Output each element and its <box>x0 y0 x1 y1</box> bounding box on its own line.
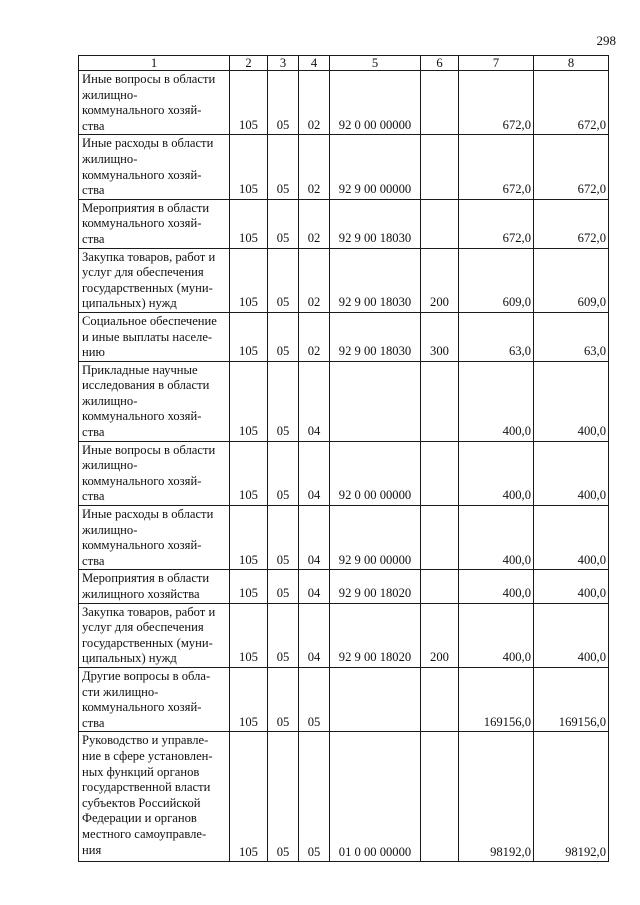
cell-name-line: жилищно- <box>82 151 138 166</box>
cell-name <box>79 199 230 248</box>
cell-name-line: услуг для обеспечения <box>82 265 204 280</box>
cell-name-line: жилищно- <box>82 522 138 537</box>
cell-name <box>79 361 230 441</box>
cell-name <box>79 248 230 312</box>
cell-expense-type <box>421 71 459 135</box>
cell-sum1: 672,0 <box>459 199 534 248</box>
cell-sum2: 609,0 <box>534 248 609 312</box>
cell-section: 05 <box>268 361 299 441</box>
cell-sum2: 400,0 <box>534 361 609 441</box>
cell-name-line: ства <box>82 118 105 133</box>
cell-section: 05 <box>268 135 299 199</box>
cell-name-line: коммунального хозяй- <box>82 700 202 715</box>
cell-target: 92 9 00 18030 <box>330 248 421 312</box>
cell-sum2: 400,0 <box>534 441 609 505</box>
page-number: 298 <box>596 33 616 48</box>
cell-name-line: государственной власти <box>82 780 211 795</box>
cell-section: 05 <box>268 603 299 667</box>
cell-name-line: и иные выплаты населе- <box>82 329 213 344</box>
cell-name-line: Иные вопросы в области <box>82 72 216 86</box>
cell-ministry: 105 <box>230 603 268 667</box>
cell-name-line: коммунального хозяй- <box>82 409 202 424</box>
col-header-subsection: 4 <box>299 56 330 71</box>
cell-target: 92 0 00 00000 <box>330 441 421 505</box>
cell-sum2: 169156,0 <box>534 667 609 731</box>
table-row <box>79 506 609 570</box>
cell-ministry: 105 <box>230 570 268 603</box>
cell-sum2: 672,0 <box>534 71 609 135</box>
table-row <box>79 667 609 731</box>
cell-name-line: Социальное обеспечение <box>82 313 217 328</box>
cell-name <box>79 506 230 570</box>
cell-subsection: 02 <box>299 312 330 361</box>
table-row <box>79 248 609 312</box>
cell-name-line: нию <box>82 345 105 360</box>
cell-name-line: Федерации и органов <box>82 811 197 826</box>
header-row <box>79 56 609 71</box>
cell-name-line: ства <box>82 553 105 568</box>
col-header-expense-type: 6 <box>421 56 459 71</box>
table-row <box>79 361 609 441</box>
cell-name-line: сти жилищно- <box>82 684 159 699</box>
cell-section: 05 <box>268 312 299 361</box>
cell-sum1: 400,0 <box>459 570 534 603</box>
cell-name-line: жилищно- <box>82 458 138 473</box>
cell-target <box>330 361 421 441</box>
cell-subsection: 02 <box>299 248 330 312</box>
cell-name-line: жилищного хозяйства <box>82 587 200 601</box>
cell-sum1: 169156,0 <box>459 667 534 731</box>
cell-section: 05 <box>268 71 299 135</box>
cell-name-line: коммунального хозяй- <box>82 167 202 182</box>
col-header-ministry: 2 <box>230 56 268 71</box>
cell-ministry: 105 <box>230 506 268 570</box>
cell-target <box>330 667 421 731</box>
cell-name-line: Иные расходы в области <box>82 136 214 151</box>
cell-ministry: 105 <box>230 441 268 505</box>
col-header-target: 5 <box>330 56 421 71</box>
col-header-sum2: 8 <box>534 56 609 71</box>
cell-name-line: Закупка товаров, работ и <box>82 249 216 264</box>
cell-name-line: Иные вопросы в области <box>82 442 216 457</box>
cell-sum2: 672,0 <box>534 135 609 199</box>
cell-expense-type <box>421 506 459 570</box>
cell-name-line: Мероприятия в области <box>82 200 210 215</box>
cell-target: 92 9 00 18030 <box>330 199 421 248</box>
cell-name-line: ства <box>82 425 105 440</box>
cell-sum2: 63,0 <box>534 312 609 361</box>
cell-subsection: 04 <box>299 441 330 505</box>
cell-sum2: 400,0 <box>534 570 609 603</box>
cell-name-line: ства <box>82 715 105 730</box>
table-row <box>79 603 609 667</box>
cell-name-line: коммунального хозяй- <box>82 103 202 118</box>
cell-name-line: государственных (муни- <box>82 635 213 650</box>
cell-name-line: Другие вопросы в обла- <box>82 668 211 683</box>
cell-name-line: ных функций органов <box>82 764 200 779</box>
cell-subsection: 04 <box>299 361 330 441</box>
cell-target: 92 9 00 00000 <box>330 506 421 570</box>
table-row <box>79 441 609 505</box>
col-header-name: 1 <box>79 56 230 71</box>
cell-name <box>79 570 230 603</box>
cell-subsection: 05 <box>299 667 330 731</box>
cell-expense-type <box>421 570 459 603</box>
cell-name-line: Руководство и управле- <box>82 733 209 748</box>
cell-expense-type <box>421 199 459 248</box>
cell-subsection: 02 <box>299 135 330 199</box>
cell-sum1: 609,0 <box>459 248 534 312</box>
cell-section: 05 <box>268 732 299 862</box>
cell-expense-type <box>421 361 459 441</box>
table-body <box>79 71 609 862</box>
cell-section: 05 <box>268 667 299 731</box>
table-row <box>79 312 609 361</box>
cell-sum1: 672,0 <box>459 71 534 135</box>
cell-subsection: 05 <box>299 732 330 862</box>
cell-expense-type <box>421 135 459 199</box>
cell-name-line: Закупка товаров, работ и <box>82 604 216 619</box>
cell-name-line: коммунального хозяй- <box>82 216 202 231</box>
cell-name <box>79 441 230 505</box>
cell-sum2: 672,0 <box>534 199 609 248</box>
cell-sum1: 98192,0 <box>459 732 534 862</box>
table-row <box>79 135 609 199</box>
cell-name <box>79 603 230 667</box>
cell-expense-type <box>421 441 459 505</box>
cell-name-line: Прикладные научные <box>82 362 198 377</box>
cell-ministry: 105 <box>230 135 268 199</box>
cell-sum1: 400,0 <box>459 441 534 505</box>
cell-name-line: местного самоуправле- <box>82 826 207 841</box>
cell-subsection: 02 <box>299 199 330 248</box>
cell-name <box>79 732 230 862</box>
cell-sum2: 400,0 <box>534 506 609 570</box>
cell-name-line: ства <box>82 183 105 198</box>
budget-table <box>78 55 609 862</box>
cell-ministry: 105 <box>230 71 268 135</box>
cell-name-line: услуг для обеспечения <box>82 620 204 635</box>
cell-ministry: 105 <box>230 732 268 862</box>
cell-ministry: 105 <box>230 312 268 361</box>
cell-ministry: 105 <box>230 248 268 312</box>
cell-expense-type <box>421 732 459 862</box>
cell-name-line: ства <box>82 489 105 504</box>
cell-name <box>79 135 230 199</box>
cell-subsection: 04 <box>299 570 330 603</box>
cell-ministry: 105 <box>230 361 268 441</box>
cell-name-line: Иные расходы в области <box>82 507 214 522</box>
cell-name <box>79 667 230 731</box>
cell-name-line: субъектов Российской <box>82 795 201 810</box>
cell-target: 01 0 00 00000 <box>330 732 421 862</box>
cell-name-line: коммунального хозяй- <box>82 473 202 488</box>
cell-subsection: 02 <box>299 71 330 135</box>
cell-name <box>79 71 230 135</box>
cell-section: 05 <box>268 570 299 603</box>
cell-subsection: 04 <box>299 506 330 570</box>
cell-section: 05 <box>268 248 299 312</box>
cell-name-line: жилищно- <box>82 87 138 102</box>
cell-target: 92 9 00 18030 <box>330 312 421 361</box>
cell-name-line: ципальных) нужд <box>82 651 177 666</box>
cell-sum1: 400,0 <box>459 361 534 441</box>
cell-name-line: ние в сфере установлен- <box>82 748 213 763</box>
cell-name-line: ства <box>82 231 105 246</box>
cell-section: 05 <box>268 441 299 505</box>
cell-name-line: государственных (муни- <box>82 280 213 295</box>
cell-name-line: ния <box>82 842 102 857</box>
cell-ministry: 105 <box>230 199 268 248</box>
cell-expense-type: 200 <box>421 248 459 312</box>
cell-ministry: 105 <box>230 667 268 731</box>
cell-name-line: жилищно- <box>82 393 138 408</box>
cell-expense-type: 300 <box>421 312 459 361</box>
table-row <box>79 199 609 248</box>
cell-name <box>79 312 230 361</box>
cell-section: 05 <box>268 506 299 570</box>
cell-sum1: 400,0 <box>459 506 534 570</box>
cell-target: 92 9 00 00000 <box>330 135 421 199</box>
cell-name-line: ципальных) нужд <box>82 296 177 311</box>
cell-subsection: 04 <box>299 603 330 667</box>
cell-sum2: 400,0 <box>534 603 609 667</box>
table-row <box>79 570 609 603</box>
cell-name-line: коммунального хозяй- <box>82 538 202 553</box>
cell-section: 05 <box>268 199 299 248</box>
cell-target: 92 9 00 18020 <box>330 570 421 603</box>
cell-sum1: 672,0 <box>459 135 534 199</box>
cell-expense-type: 200 <box>421 603 459 667</box>
cell-sum1: 400,0 <box>459 603 534 667</box>
cell-name-line: Мероприятия в области <box>82 571 210 586</box>
table-row <box>79 732 609 862</box>
cell-expense-type <box>421 667 459 731</box>
cell-target: 92 0 00 00000 <box>330 71 421 135</box>
col-header-section: 3 <box>268 56 299 71</box>
cell-sum2: 98192,0 <box>534 732 609 862</box>
cell-sum1: 63,0 <box>459 312 534 361</box>
cell-target: 92 9 00 18020 <box>330 603 421 667</box>
cell-name-line: исследования в области <box>82 378 210 393</box>
table-row <box>79 71 609 135</box>
col-header-sum1: 7 <box>459 56 534 71</box>
